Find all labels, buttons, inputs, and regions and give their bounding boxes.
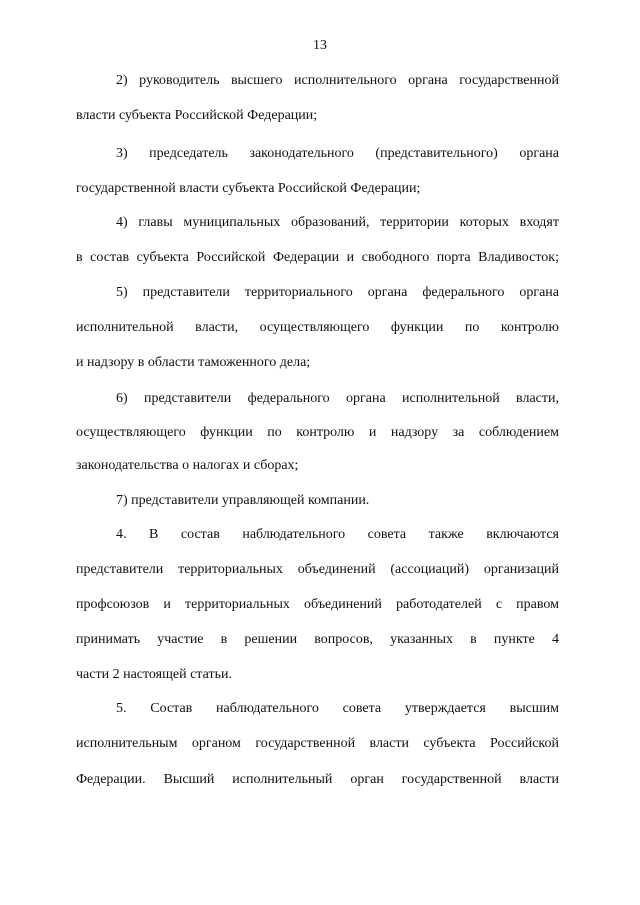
page-number: 13 bbox=[313, 38, 327, 53]
text-line: исполнительной власти, осуществляющего функции по контролю bbox=[76, 320, 559, 335]
text-line: законодательства о налогах и сборах; bbox=[76, 458, 299, 473]
text-line: осуществляющего функции по контролю и надзору за соблюдением bbox=[76, 425, 559, 440]
text-line: в состав субъекта Российской Федерации и свободного порта Владивосток; bbox=[76, 250, 559, 265]
text-line: государственной власти субъекта Российской Федерации; bbox=[76, 181, 421, 196]
text-line: профсоюзов и территориальных объединений работодателей с правом bbox=[76, 597, 559, 612]
text-line-item-7: 7) представители управляющей компании. bbox=[116, 493, 370, 508]
text-line-paragraph-5: 5. Состав наблюдательного совета утверждается высшим bbox=[116, 701, 559, 716]
text-line-item-5: 5) представители территориального органа федерального органа bbox=[116, 285, 559, 300]
text-line-item-2: 2) руководитель высшего исполнительного органа государственной bbox=[116, 73, 559, 88]
text-line: и надзору в области таможенного дела; bbox=[76, 355, 311, 370]
text-line-paragraph-4: 4. В состав наблюдательного совета также включаются bbox=[116, 527, 559, 542]
text-line-item-6: 6) представители федерального органа исполнительной власти, bbox=[116, 391, 559, 406]
text-line: части 2 настоящей статьи. bbox=[76, 667, 232, 682]
text-line: принимать участие в решении вопросов, указанных в пункте 4 bbox=[76, 632, 559, 647]
text-line: исполнительным органом государственной власти субъекта Российской bbox=[76, 736, 559, 751]
text-line-item-3: 3) председатель законодательного (представительного) органа bbox=[116, 146, 559, 161]
text-line: власти субъекта Российской Федерации; bbox=[76, 108, 318, 123]
text-line: Федерации. Высший исполнительный орган государственной власти bbox=[76, 772, 559, 787]
text-line-item-4: 4) главы муниципальных образований, территории которых входят bbox=[116, 215, 559, 230]
text-line: представители территориальных объединений (ассоциаций) организаций bbox=[76, 562, 559, 577]
